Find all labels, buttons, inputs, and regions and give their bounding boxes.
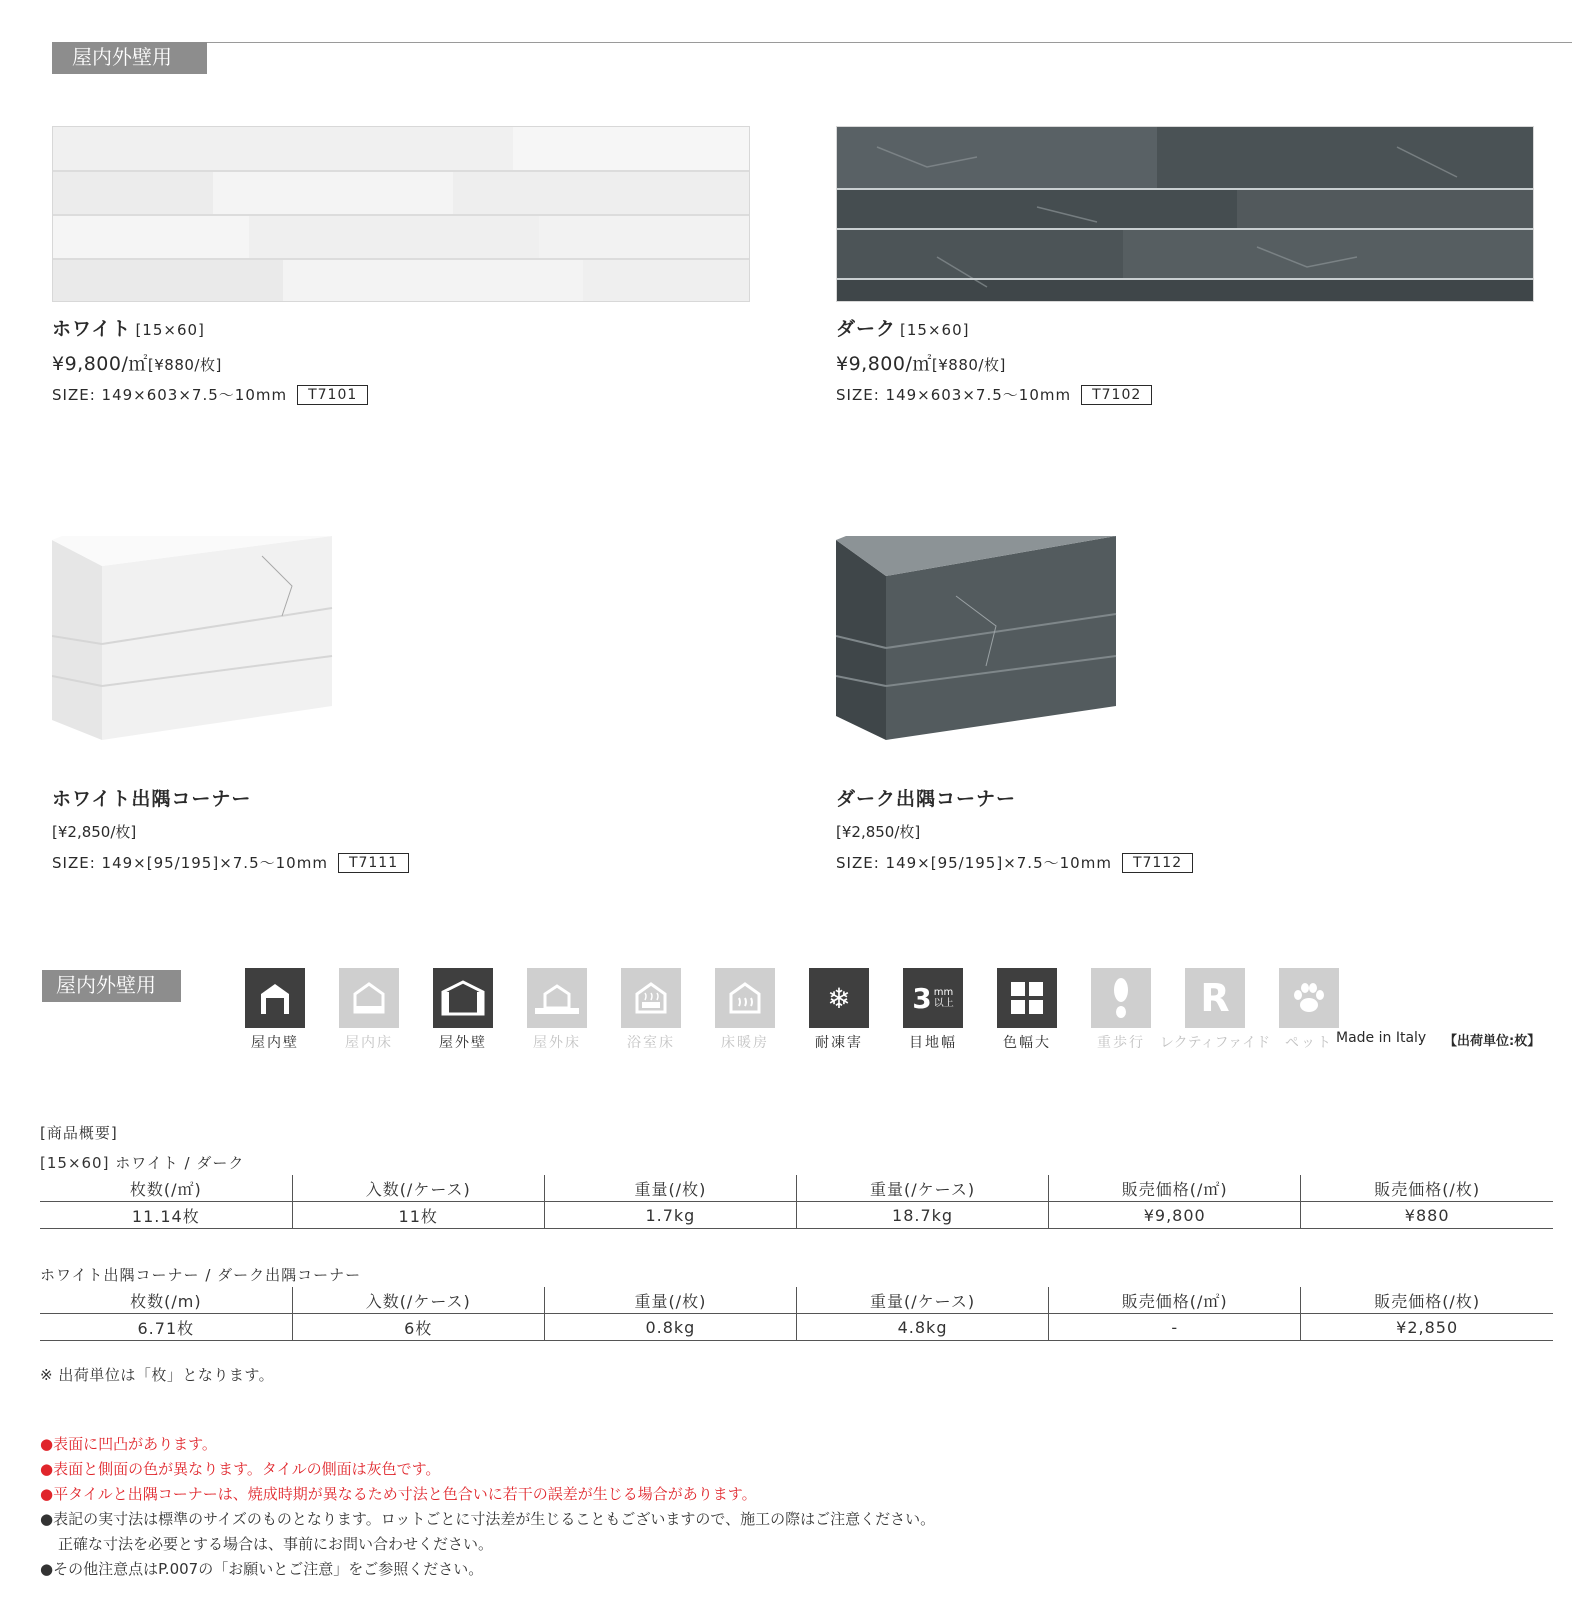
rectified-glyph: R xyxy=(1200,976,1230,1020)
feature-icons xyxy=(228,968,1356,1052)
table-header: 枚数(/m) xyxy=(40,1287,292,1314)
table-cell: 0.8kg xyxy=(544,1314,796,1341)
top-rule xyxy=(52,42,1572,43)
product-dark-corner-caption xyxy=(836,784,1193,873)
feature-label: 重歩行 xyxy=(1097,1035,1145,1051)
overview-footnote: ※ 出荷単位は「枚」となります。 xyxy=(40,1366,275,1384)
feature-color-variation xyxy=(980,968,1074,1052)
product-name: ホワイト出隅コーナー xyxy=(52,788,252,810)
pet-paw-icon xyxy=(1279,968,1339,1028)
feature-label: 浴室床 xyxy=(627,1035,675,1051)
feature-label: 屋内床 xyxy=(345,1035,393,1051)
product-code: T7102 xyxy=(1081,385,1152,405)
general-note: ●表記の実寸法は標準のサイズのものとなります。ロットごとに寸法差が生じることもございますので、施工の際はご注意ください。 xyxy=(40,1510,936,1528)
feature-rectified xyxy=(1159,968,1271,1052)
table-cell: 6.71枚 xyxy=(40,1314,292,1341)
feature-label: ペット xyxy=(1285,1035,1333,1051)
table-cell: - xyxy=(1049,1314,1301,1341)
shipping-unit-label: 【出荷単位:枚】 xyxy=(1444,1034,1541,1049)
product-price-sub: [¥2,850/枚] xyxy=(836,823,921,841)
snowflake-icon xyxy=(809,968,869,1028)
table-row xyxy=(40,1202,1553,1229)
feature-bathroom-floor xyxy=(604,968,698,1052)
product-size: SIZE: 149×[95/195]×7.5〜10mm xyxy=(836,854,1112,872)
made-in-label: Made in Italy xyxy=(1336,1030,1427,1046)
caution-note: ●表面と側面の色が異なります。タイルの側面は灰色です。 xyxy=(40,1460,441,1478)
product-name xyxy=(52,314,368,341)
feature-indoor-wall xyxy=(228,968,322,1052)
table-header: 入数(/ケース) xyxy=(292,1287,544,1314)
table-cell: ¥2,850 xyxy=(1301,1314,1553,1341)
table-header: 販売価格(/枚) xyxy=(1301,1175,1553,1202)
feature-heavy-walking xyxy=(1074,968,1168,1052)
product-dark-caption xyxy=(836,314,1152,405)
snowflake-glyph: ❄ xyxy=(827,981,851,1015)
feature-indoor-floor xyxy=(322,968,416,1052)
feature-joint-width xyxy=(886,968,980,1052)
joint-width-icon xyxy=(903,968,963,1028)
feature-label: 屋外壁 xyxy=(439,1035,487,1051)
indoor-floor-icon xyxy=(339,968,399,1028)
heavy-walking-icon xyxy=(1091,968,1151,1028)
dark-corner-image xyxy=(836,536,1120,740)
table-header: 販売価格(/枚) xyxy=(1301,1287,1553,1314)
feature-outdoor-wall xyxy=(416,968,510,1052)
feature-outdoor-floor xyxy=(510,968,604,1052)
white-corner-image xyxy=(52,536,336,740)
feature-label: レクティファイド xyxy=(1159,1035,1271,1051)
table-row xyxy=(40,1314,1553,1341)
product-size: SIZE: 149×603×7.5〜10mm xyxy=(52,386,288,404)
table-cell: ¥880 xyxy=(1301,1202,1553,1229)
product-name-text: ホワイト xyxy=(52,318,132,340)
joint-width-unit: mm xyxy=(933,987,954,998)
overview-heading: [商品概要] xyxy=(40,1124,118,1142)
feature-frost-resistant xyxy=(792,968,886,1052)
table-cell: 1.7kg xyxy=(544,1202,796,1229)
outdoor-floor-icon xyxy=(527,968,587,1028)
table-cell: 18.7kg xyxy=(796,1202,1048,1229)
feature-floor-heating xyxy=(698,968,792,1052)
table-header: 重量(/ケース) xyxy=(796,1175,1048,1202)
product-price: ¥9,800/㎡ xyxy=(836,353,932,375)
features-tag: 屋内外壁用 xyxy=(42,970,181,1002)
general-note: ●その他注意点はP.007の「お願いとご注意」をご参照ください。 xyxy=(40,1560,484,1578)
joint-width-number: 3 xyxy=(912,981,932,1015)
caution-note: ●表面に凹凸があります。 xyxy=(40,1435,217,1453)
table-header: 重量(/枚) xyxy=(544,1287,796,1314)
product-code: T7112 xyxy=(1122,853,1193,873)
table-cell: ¥9,800 xyxy=(1049,1202,1301,1229)
rectified-icon xyxy=(1185,968,1245,1028)
feature-label: 目地幅 xyxy=(909,1035,957,1051)
feature-label: 床暖房 xyxy=(721,1035,769,1051)
table-header: 枚数(/㎡) xyxy=(40,1175,292,1202)
product-price-sub: [¥2,850/枚] xyxy=(52,823,137,841)
product-price: ¥9,800/㎡ xyxy=(52,353,148,375)
product-name xyxy=(836,314,1152,341)
caution-note: ●平タイルと出隅コーナーは、焼成時期が異なるため寸法と色合いに若干の誤差が生じる場合があります。 xyxy=(40,1485,757,1503)
table-header: 販売価格(/㎡) xyxy=(1049,1287,1301,1314)
joint-width-qualifier: 以上 xyxy=(933,998,954,1009)
product-size: SIZE: 149×603×7.5〜10mm xyxy=(836,386,1072,404)
product-price-sub: [¥880/枚] xyxy=(931,356,1006,374)
product-name-text: ダーク xyxy=(836,318,897,340)
table-header: 重量(/ケース) xyxy=(796,1287,1048,1314)
spec-table-1 xyxy=(40,1175,1553,1229)
outdoor-wall-icon xyxy=(433,968,493,1028)
table-cell: 11枚 xyxy=(292,1202,544,1229)
feature-label: 色幅大 xyxy=(1003,1035,1051,1051)
product-price-sub: [¥880/枚] xyxy=(147,356,222,374)
table-cell: 11.14枚 xyxy=(40,1202,292,1229)
table-cell: 6枚 xyxy=(292,1314,544,1341)
indoor-wall-icon xyxy=(245,968,305,1028)
product-name: ダーク出隅コーナー xyxy=(836,788,1017,810)
table-header-row xyxy=(40,1175,1553,1202)
table2-title: ホワイト出隅コーナー / ダーク出隅コーナー xyxy=(40,1266,362,1284)
product-white-caption xyxy=(52,314,368,405)
product-size-label: [15×60] xyxy=(900,321,970,339)
table-header: 販売価格(/㎡) xyxy=(1049,1175,1301,1202)
notes-list xyxy=(40,1432,935,1582)
feature-label: 屋外床 xyxy=(533,1035,581,1051)
table-header: 入数(/ケース) xyxy=(292,1175,544,1202)
bathroom-floor-icon xyxy=(621,968,681,1028)
table-cell: 4.8kg xyxy=(796,1314,1048,1341)
table-header-row xyxy=(40,1287,1553,1314)
table1-title: [15×60] ホワイト / ダーク xyxy=(40,1154,245,1172)
feature-label: 屋内壁 xyxy=(251,1035,299,1051)
color-variation-icon xyxy=(997,968,1057,1028)
white-tile-image xyxy=(52,126,750,302)
section-tag: 屋内外壁用 xyxy=(52,42,207,74)
product-code: T7101 xyxy=(297,385,368,405)
spec-table-2 xyxy=(40,1287,1553,1341)
product-size: SIZE: 149×[95/195]×7.5〜10mm xyxy=(52,854,328,872)
general-note: 正確な寸法を必要とする場合は、事前にお問い合わせください。 xyxy=(58,1535,494,1553)
product-code: T7111 xyxy=(338,853,409,873)
product-size-label: [15×60] xyxy=(135,321,205,339)
dark-tile-image xyxy=(836,126,1534,302)
table-header: 重量(/枚) xyxy=(544,1175,796,1202)
product-white-corner-caption xyxy=(52,784,409,873)
feature-label: 耐凍害 xyxy=(815,1035,863,1051)
floor-heating-icon xyxy=(715,968,775,1028)
